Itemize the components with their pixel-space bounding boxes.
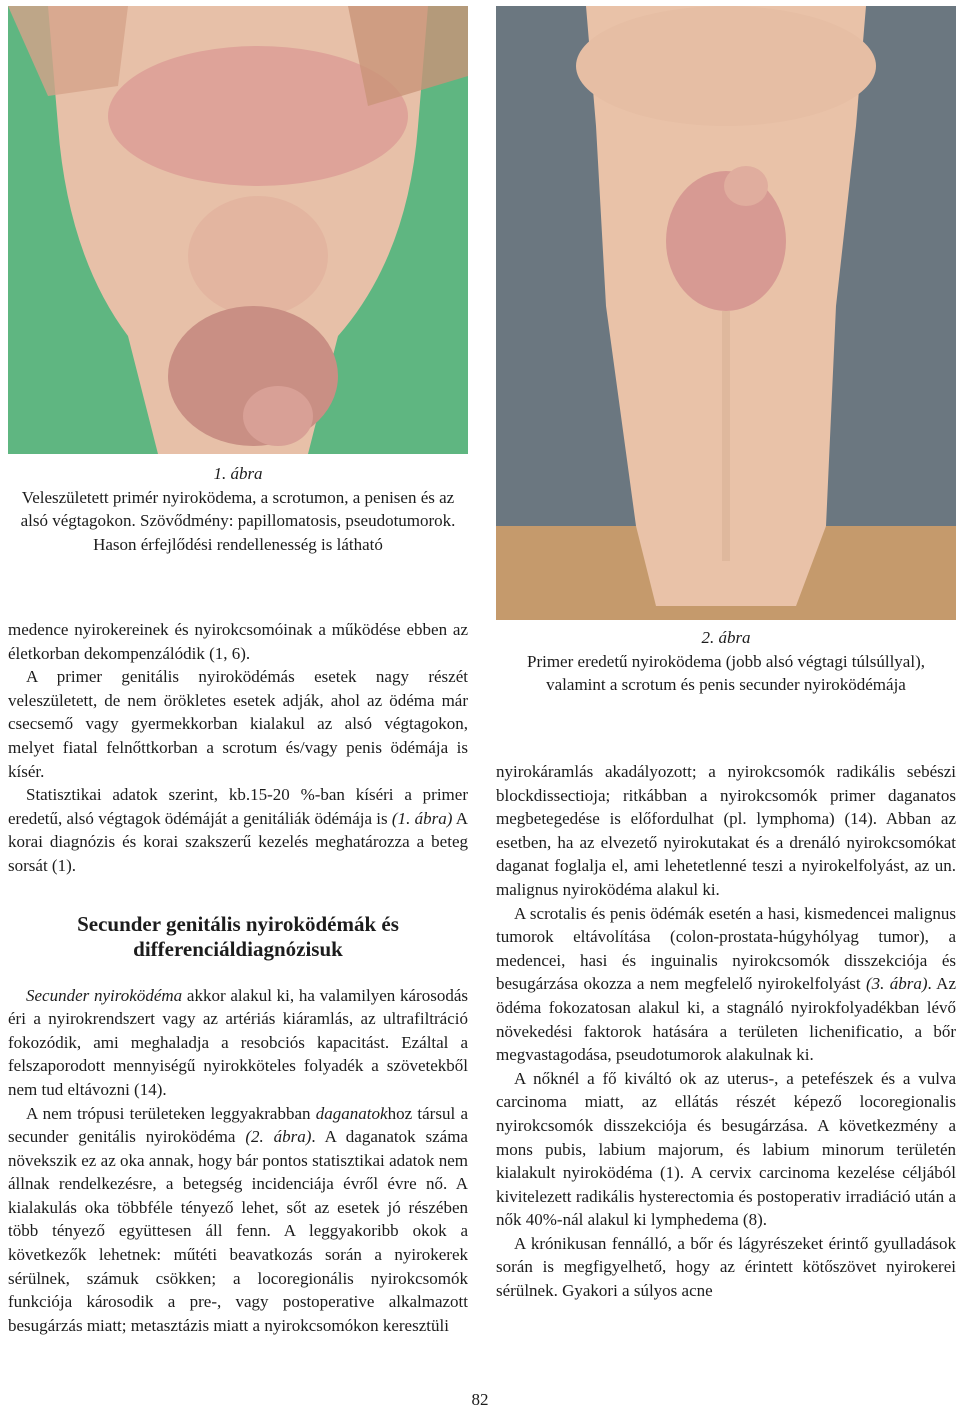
paragraph [496, 902, 956, 1067]
paragraph [8, 1102, 468, 1338]
figure-1-caption [8, 462, 468, 556]
paragraph-text: A scrotalis és penis ödémák esetén a hasi, kismedencei malignus tumorok eltávolítása (colon-prostata-húgyhólyag tumor), a medencei, hasi és inguinalis nyirokcsomók disszekciója és besugárzása okozza a nem megfelelő nyirokelfolyást [496, 903, 956, 994]
figure-1-photograph [8, 6, 468, 454]
figure-reference: (1. ábra) [391, 808, 453, 828]
figure-2-label: 2. ábra [701, 628, 751, 647]
paragraph [8, 984, 468, 1102]
paragraph-text: akkor alakul ki, ha valamilyen károsodás éri a nyirokrendszert vagy az artériás kiáramlás, az ultrafiltráció fokozódik, ami meghaladja a resobciós kapacitást. Ezáltal a felszaporodott mennyiségű nyirokköteles folyadék a szövetekből nem tud eltávozni (14). [8, 985, 468, 1099]
figure-2-illustration [496, 6, 956, 620]
figure-reference: (2. ábra) [245, 1127, 312, 1147]
paragraph-text: hoz társul a secunder genitális nyiroködéma [8, 1103, 468, 1147]
paragraph-text: . A daganatok száma növekszik ez az oka annak, hogy bár pontos statisztikai adatok nem állnak rendelkezésre, a betegség incidenciája évről évre nő. A kialakulás oka többféle tényező lehet, sőt az esetek jó részében több tényező együttesen áll fenn. A leggyakoribb okok a következők lehetnek: műtéti beavatkozás során a nyirokerek sérülnek, számuk csökken; a locoregionális nyirokcsomók funkciója károsodik a pre-, vagy postoperative alkalmazott besugárzás miatt; metasztázis miatt a nyirokcsomókon keresztüli [8, 1127, 468, 1335]
paragraph-text: Statisztikai adatok szerint, kb.15-20 %-ban kíséri a primer eredetű, alsó végtagok ödémáját a genitáliák ödémája is [8, 785, 468, 828]
paragraph: A primer genitális nyiroködémás esetek nagy részét veleszületett, de nem örökletes esetek adják, ahol az ödéma már csecsemő vagy gyermekkorban kialakul az alsó végtagokon, melyet fiatal felnőttkorban a scrotum és/vagy penis ödémája is kísér. [8, 667, 468, 781]
paragraph: medence nyirokereinek és nyirokcsomóinak a működése ebben az életkorban dekompenzálódik (1, 6). [8, 620, 468, 663]
emphasized-term: Secunder nyiroködéma [26, 985, 183, 1005]
figure-1-caption-text: Veleszületett primér nyiroködema, a scrotumon, a penisen és az alsó végtagokon. Szövődmény: papillomatosis, pseudotumorok. Hason érfejlődési rendellenesség is látható [20, 487, 456, 554]
paragraph-text: A nem trópusi területeken leggyakrabban [26, 1103, 316, 1123]
section-heading: Secunder genitális nyiroködémák és differenciáldiagnózisuk [77, 911, 399, 961]
figure-reference: (3. ábra) [865, 974, 928, 994]
figure-2-caption [496, 626, 956, 697]
paragraph-text: . Az ödéma fokozatosan alakul ki, a stagnáló nyirokfolyadékban lévő növekedési faktorok hatására a területen lichenificatio, a bőr megvastagodása, pseudotumorok alakulnak ki. [496, 974, 956, 1065]
page-number: 82 [471, 1390, 489, 1409]
paragraph: A krónikusan fennálló, a bőr és lágyrészeket érintő gyulladások során is megfigyelhető, hogy az érintett kötőszövet nyirokerei sérülnek. Gyakori a súlyos acne [496, 1233, 956, 1301]
paragraph: nyirokáramlás akadályozott; a nyirokcsomók radikális sebészi blockdissectioja; ritkábban a nyirokcsomók primer daganatos megbetegedése is előfordulhat (pl. lymphoma) (14). Abban az esetben, ha az elvezető nyirokutakat és a drenáló nyirokcsomókat daganat foglalja el, ami lehetetlenné teszi a nyirokelfolyást, az un. malignus nyiroködéma alakul ki. [496, 762, 956, 899]
figure-2-caption-text: Primer eredetű nyiroködema (jobb alsó végtagi túlsúllyal), valamint a scrotum és penis secunder nyiroködémája [527, 651, 925, 694]
paragraph-text: A korai diagnózis és korai szakszerű kezelés meghatározza a beteg sorsát (1). [8, 808, 468, 875]
figure-1-label: 1. ábra [213, 464, 263, 483]
paragraph: A nőknél a fő kiváltó ok az uterus-, a petefészek és a vulva carcinoma miatt, az ellátás részét képező locoregionalis nyirokcsomók disszekciója és besugárzása. A következmény a mons pubis, labium majorum, és labium minorum területén kialakult nyiroködéma (1). A cervix carcinoma kezelése céljából kivitelezett radikális hysterectomia és postoperativ irradiáció után a nők 40%-nál alakul ki lymphedema (8). [496, 1068, 956, 1230]
left-text-column [8, 618, 468, 1337]
figure-1-illustration [8, 6, 468, 454]
emphasized-term: daganatok [315, 1103, 388, 1123]
paragraph [8, 783, 468, 877]
figure-2-photograph [496, 6, 956, 620]
right-text-column [496, 760, 956, 1303]
